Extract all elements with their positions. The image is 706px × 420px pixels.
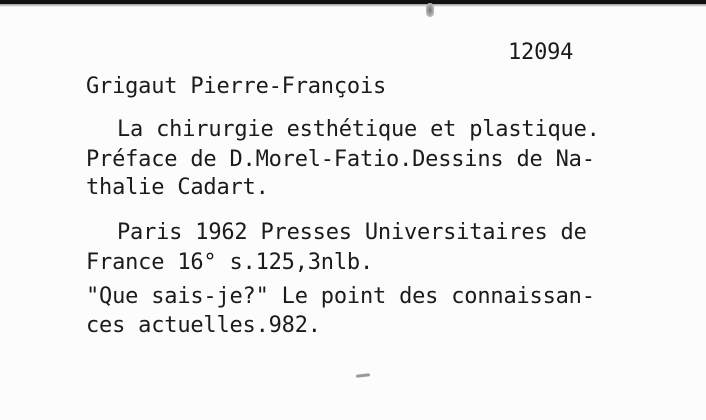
author-name: Grigaut Pierre-François <box>86 74 387 99</box>
publication-line-2: France 16° s.125,3nlb. <box>86 250 373 275</box>
pin-mark <box>426 3 434 17</box>
series-line-2: ces actuelles.982. <box>86 313 321 338</box>
ink-speck <box>356 373 370 377</box>
title-line-2: Préface de D.Morel-Fatio.Dessins de Na- <box>86 147 595 172</box>
title-line-3: thalie Cadart. <box>86 175 269 200</box>
card-top-shadow <box>0 4 706 7</box>
catalog-number: 12094 <box>508 40 574 65</box>
publication-line-1: Paris 1962 Presses Universitaires de <box>117 220 587 245</box>
title-line-1: La chirurgie esthétique et plastique. <box>117 117 600 142</box>
series-line-1: "Que sais-je?" Le point des connaissan- <box>86 284 595 309</box>
